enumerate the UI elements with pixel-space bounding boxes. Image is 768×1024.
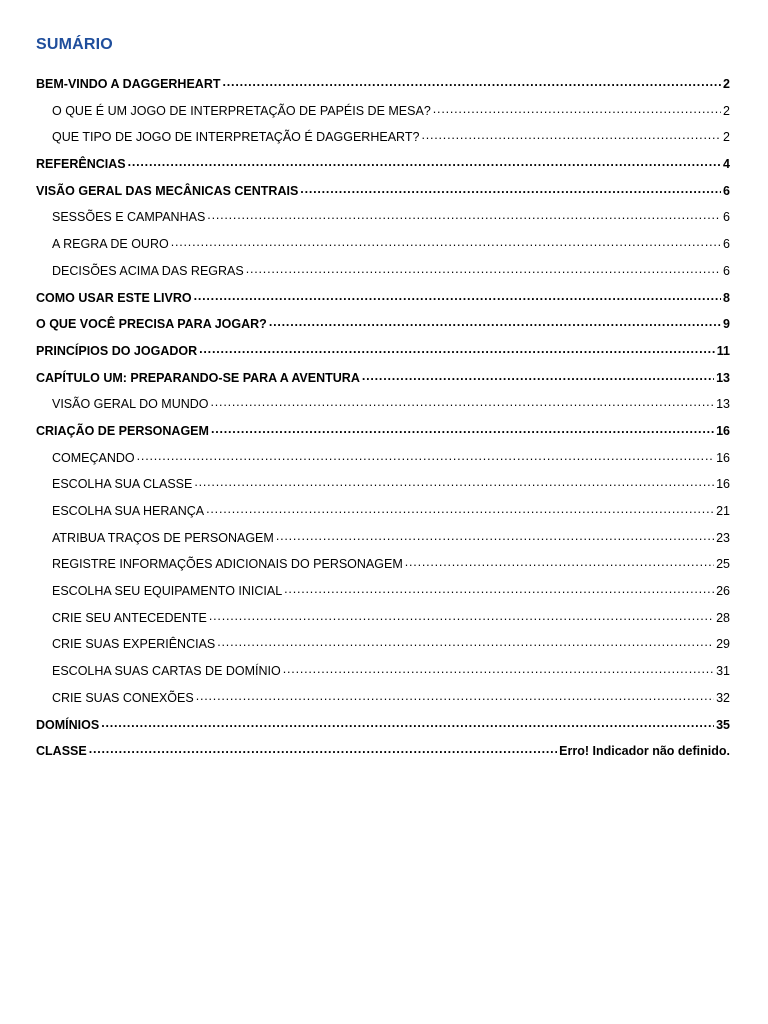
toc-entry[interactable] [36,391,730,418]
toc-entry-title: ESCOLHA SUA CLASSE [52,477,193,492]
toc-page-number: 2 [723,77,730,91]
toc-dot-leader [211,423,714,435]
toc-dot-leader [128,156,721,168]
toc-entry[interactable] [36,258,730,285]
toc-page-number: 16 [716,450,730,465]
toc-entry[interactable] [36,525,730,552]
toc-entry[interactable] [36,124,730,151]
toc-dot-leader [433,103,721,115]
toc-page-number: 6 [723,237,730,252]
toc-entry[interactable] [36,738,730,765]
toc-entry-title: ESCOLHA SUAS CARTAS DE DOMÍNIO [52,664,281,679]
toc-entry[interactable] [36,605,730,632]
toc-entry-title: REGISTRE INFORMAÇÕES ADICIONAIS DO PERSONAGEM [52,557,403,572]
toc-page-number: Erro! Indicador não definido. [559,744,730,759]
toc-page-number: 28 [716,610,730,625]
toc-page-number: 35 [716,717,730,732]
toc-entry-title: CRIE SEU ANTECEDENTE [52,610,207,625]
toc-dot-leader [209,610,714,622]
toc-dot-leader [199,343,715,355]
toc-entry-title: VISÃO GERAL DO MUNDO [52,397,209,412]
toc-entry-title: ESCOLHA SUA HERANÇA [52,504,205,518]
toc-entry-title: SESSÕES E CAMPANHAS [52,210,206,225]
toc-entry-title: BEM-VINDO A DAGGERHEART [36,77,221,91]
page-title: SUMÁRIO [36,36,113,53]
toc-entry-title: CAPÍTULO UM: PREPARANDO-SE PARA A AVENTURA [36,370,360,385]
toc-entry[interactable] [36,365,730,392]
toc-dot-leader [171,236,721,248]
toc-dot-leader [196,690,714,702]
toc-page-number: 23 [716,530,730,545]
toc-page-number: 29 [716,637,730,652]
toc-dot-leader [194,290,721,302]
toc-page-number: 26 [716,584,730,599]
toc-entry-title: A REGRA DE OURO [52,237,169,252]
toc-entry-title: DECISÕES ACIMA DAS REGRAS [52,263,244,278]
toc-page-number: 8 [723,290,730,305]
toc-entry[interactable] [36,631,730,658]
toc-entry[interactable] [36,551,730,578]
toc-page-number: 13 [716,370,730,385]
toc-entry-title: COMEÇANDO [52,450,135,465]
toc-entry-title: COMO USAR ESTE LIVRO [36,290,192,305]
toc-dot-leader [276,530,714,542]
toc-entry-title: CLASSE [36,744,87,759]
toc-page-number: 2 [723,130,730,145]
toc-page-number: 25 [716,557,730,572]
toc-entry[interactable] [36,204,730,231]
toc-dot-leader [223,76,722,88]
toc-page-number: 2 [723,103,730,118]
table-of-contents [36,71,730,765]
toc-entry-title: O QUE VOCÊ PRECISA PARA JOGAR? [36,317,267,332]
toc-entry[interactable] [36,311,730,338]
toc-page-number: 16 [716,423,730,438]
toc-page-number: 6 [723,263,730,278]
toc-page-number: 31 [716,664,730,679]
toc-entry[interactable] [36,178,730,205]
toc-page-number: 32 [716,690,730,705]
toc-page-number: 6 [723,183,730,198]
toc-entry-title: VISÃO GERAL DAS MECÂNICAS CENTRAIS [36,183,299,198]
toc-entry-title: PRINCÍPIOS DO JOGADOR [36,343,198,358]
toc-dot-leader [284,583,714,595]
toc-dot-leader [217,636,714,648]
toc-page-number: 13 [716,397,730,412]
toc-dot-leader [194,476,714,488]
toc-page-number: 9 [723,317,730,332]
toc-entry-title: QUE TIPO DE JOGO DE INTERPRETAÇÃO É DAGGERHEART? [52,130,420,145]
toc-dot-leader [283,663,714,675]
toc-entry[interactable] [36,418,730,445]
toc-entry-title: CRIAÇÃO DE PERSONAGEM [36,423,209,438]
toc-dot-leader [300,183,721,195]
toc-dot-leader [405,556,714,568]
toc-entry-title: CRIE SUAS CONEXÕES [52,690,194,705]
toc-entry-title: ESCOLHA SEU EQUIPAMENTO INICIAL [52,584,283,599]
toc-dot-leader [206,503,714,515]
toc-entry[interactable] [36,712,730,739]
toc-entry[interactable] [36,71,730,98]
toc-page-number: 21 [716,504,730,518]
toc-entry[interactable] [36,151,730,178]
toc-dot-leader [421,129,721,141]
toc-page-number: 6 [723,210,730,225]
toc-dot-leader [89,743,557,755]
toc-entry-title: O QUE É UM JOGO DE INTERPRETAÇÃO DE PAPÉIS DE MESA? [52,103,431,118]
toc-dot-leader [207,209,721,221]
toc-entry-title: REFERÊNCIAS [36,157,126,172]
toc-entry[interactable] [36,98,730,125]
toc-page-number: 16 [716,477,730,492]
toc-dot-leader [246,263,721,275]
toc-entry[interactable] [36,578,730,605]
toc-dot-leader [211,396,715,408]
toc-entry[interactable] [36,231,730,258]
toc-entry[interactable] [36,285,730,312]
toc-entry-title: CRIE SUAS EXPERIÊNCIAS [52,637,216,652]
toc-entry[interactable] [36,471,730,498]
toc-entry[interactable] [36,338,730,365]
toc-entry[interactable] [36,685,730,712]
toc-dot-leader [137,450,714,462]
toc-entry-title: ATRIBUA TRAÇOS DE PERSONAGEM [52,530,274,545]
toc-entry[interactable] [36,498,730,525]
toc-entry[interactable] [36,658,730,685]
toc-entry-title: DOMÍNIOS [36,717,100,732]
toc-dot-leader [269,316,721,328]
toc-entry[interactable] [36,445,730,472]
toc-page-number: 4 [723,157,730,172]
toc-dot-leader [101,717,714,729]
toc-page-number: 11 [716,343,730,358]
toc-dot-leader [362,370,714,382]
